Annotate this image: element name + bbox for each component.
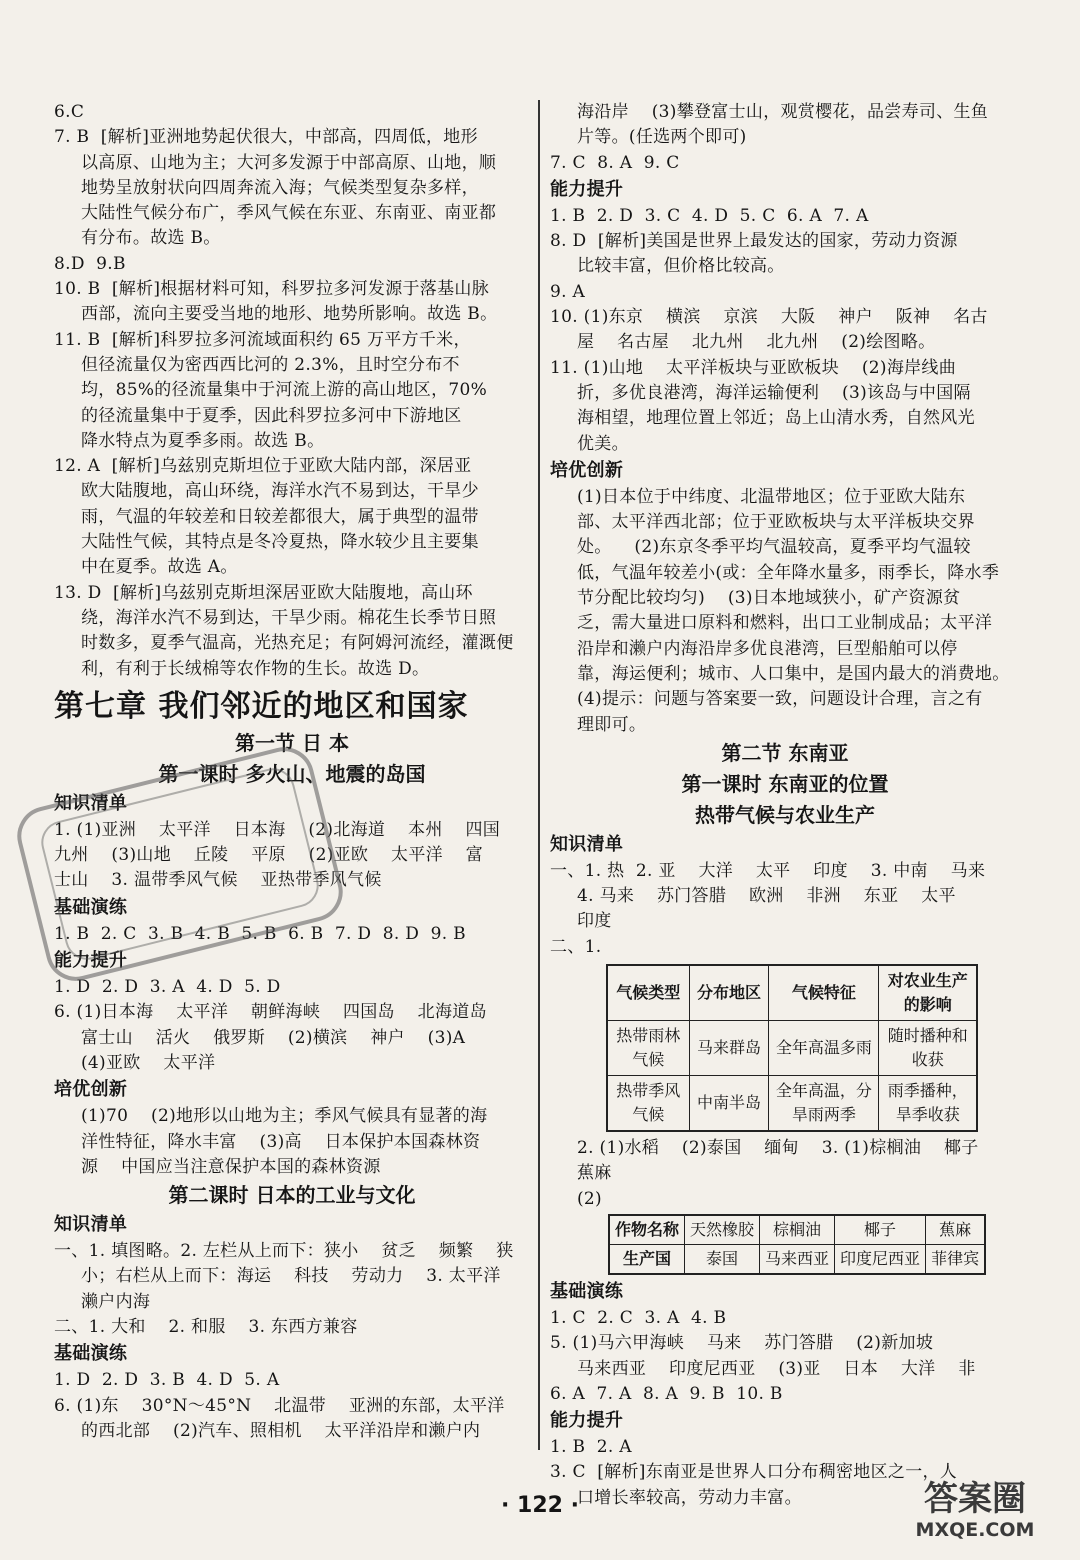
lesson-title: 第二课时 日本的工业与文化: [168, 1183, 416, 1208]
answer-line: 大陆性气候分布广，季风气候在东亚、东南亚、南亚都: [81, 203, 497, 224]
watermark-text-top: 答案圈: [924, 1479, 1026, 1519]
answer-line: 富士山 活火 俄罗斯 (2)横滨 神户 (3)A: [81, 1027, 466, 1048]
answer-line: 小；右栏从上而下：海运 科技 劳动力 3. 太平洋: [81, 1266, 501, 1287]
climate-table: [606, 964, 978, 1132]
table-cell: 随时播种和收获: [879, 1021, 977, 1076]
answer-line: 1. (1)亚洲 太平洋 日本海 (2)北海道 本州 四国: [54, 819, 501, 840]
answer-line: 口增长率较高，劳动力丰富。: [577, 1487, 802, 1508]
table-cell: 全年高温，分旱雨两季: [769, 1076, 879, 1132]
answer-line: 6. (1)日本海 太平洋 朝鲜海峡 四国岛 北海道岛: [54, 1002, 487, 1023]
chapter-title: 第七章 我们邻近的地区和国家: [54, 688, 469, 724]
answer-line: 比较丰富，但价格比较高。: [577, 256, 785, 277]
table-cell: 热带季风气候: [607, 1076, 689, 1132]
answer-line: 10. B [解析]根据材料可知，科罗拉多河发源于落基山脉: [54, 279, 490, 300]
answer-line: 10. (1)东京 横滨 京滨 大阪 神户 阪神 名古: [550, 307, 988, 328]
table-cell: 泰国: [685, 1244, 760, 1274]
answer-line: 1. B 2. D 3. C 4. D 5. C 6. A 7. A: [550, 205, 869, 226]
answer-line: 1. D 2. D 3. A 4. D 5. D: [54, 977, 281, 998]
answer-line: 有分布。故选 B。: [81, 228, 221, 249]
answer-line: 沿岸和濑户内海沿岸多优良港湾，巨型船舶可以停: [577, 638, 958, 659]
answer-line: 靠，海运便利；城市、人口集中，是国内最大的消费地。: [577, 663, 1010, 684]
answer-line: 折，多优良港湾，海洋运输便利 (3)该岛与中国隔: [577, 382, 971, 403]
answer-line: 8. D [解析]美国是世界上最发达的国家，劳动力资源: [550, 231, 958, 252]
answer-line: 8.D 9.B: [54, 253, 126, 274]
answer-line: 7. C 8. A 9. C: [550, 152, 680, 173]
answer-line: 士山 3. 温带季风气候 亚热带季风气候: [54, 870, 382, 891]
answer-line: 雨，气温的年较差和日较差都很大，属于典型的温带: [81, 506, 479, 527]
answer-line: 13. D [解析]乌兹别克斯坦深居亚欧大陆腹地，高山环: [54, 582, 473, 603]
answer-line: 一、1. 填图略。2. 左栏从上而下：狭小 贫乏 频繁 狭: [54, 1241, 514, 1262]
answer-line: (1)日本位于中纬度、北温带地区；位于亚欧大陆东: [577, 486, 966, 507]
answer-line: 1. C 2. C 3. A 4. B: [550, 1307, 727, 1328]
answer-line: 1. B 2. A: [550, 1437, 632, 1458]
answer-line: 理即可。: [577, 714, 647, 735]
answer-line: 印度: [577, 911, 612, 932]
answer-line: 部、太平洋西北部；位于亚欧板块与太平洋板块交界: [577, 512, 975, 533]
table-cell: 马来西亚: [760, 1244, 835, 1274]
section-heading: 知识清单: [550, 833, 624, 855]
answer-line: 欧大陆腹地，高山环绕，海洋水汽不易到达，干旱少: [81, 481, 479, 502]
section-heading: 知识清单: [54, 792, 128, 814]
answer-line: 海相望，地理位置上邻近；岛上山清水秀，自然风光: [577, 408, 975, 429]
answer-line: 7. B [解析]亚洲地势起伏很大，中部高，四周低，地形: [54, 127, 478, 148]
answer-line: 二、1.: [550, 936, 602, 957]
table-cell: 棕榈油: [760, 1215, 835, 1245]
answer-line: 西部，流向主要受当地的地形、地势所影响。故选 B。: [81, 304, 498, 325]
answer-line: 降水特点为夏季多雨。故选 B。: [81, 430, 325, 451]
table-cell: 中南半岛: [689, 1076, 769, 1132]
answer-line: 以高原、山地为主；大河多发源于中部高原、山地，顺: [81, 152, 497, 173]
answer-line: (1)70 (2)地形以山地为主；季风气候具有显著的海: [81, 1106, 488, 1127]
section-heading: 能力提升: [550, 1410, 624, 1432]
answer-line: 均，85%的径流量集中于河流上游的高山地区，70%: [81, 380, 488, 401]
watermark-logo: [900, 1472, 1050, 1544]
table-cell: 天然橡胶: [685, 1215, 760, 1245]
section-heading: 基础演练: [550, 1280, 624, 1302]
lesson-title: 第一课时 东南亚的位置: [681, 771, 889, 796]
lesson-title: 第二节 东南亚: [721, 740, 849, 765]
section-heading: 培优创新: [550, 459, 624, 481]
answer-line: 蕉麻: [577, 1163, 612, 1184]
table-cell: 热带雨林气候: [607, 1021, 689, 1076]
lesson-title: 热带气候与农业生产: [695, 802, 875, 827]
section-heading: 能力提升: [54, 950, 128, 972]
answer-line: 11. B [解析]科罗拉多河流域面积约 65 万平方千米，: [54, 329, 471, 350]
answer-line: 濑户内海: [81, 1291, 151, 1312]
table-header-cell: 气候类型: [607, 965, 689, 1021]
table-cell: 作物名称: [609, 1215, 685, 1245]
answer-line: 3. C [解析]东南亚是世界人口分布稠密地区之一，人: [550, 1462, 958, 1483]
answer-line: 时数多，夏季气温高，光热充足；有阿姆河流经，灌溉便: [81, 633, 514, 654]
answer-line: 6.C: [54, 102, 85, 122]
answer-line: 屋 名古屋 北九州 北九州 (2)绘图略。: [577, 332, 936, 353]
answer-line: 9. A: [550, 281, 586, 302]
table-row: [609, 1244, 985, 1274]
lesson-title: 第一课时 多火山、地震的岛国: [158, 761, 426, 786]
answer-line: 绕，海洋水汽不易到达，干旱少雨。棉花生长季节日照: [81, 607, 497, 628]
answer-line: 源 中国应当注意保护本国的森林资源: [81, 1156, 381, 1177]
table-cell: 蕉麻: [926, 1215, 986, 1245]
answer-line: 5. (1)马六甲海峡 马来 苏门答腊 (2)新加坡: [550, 1333, 934, 1354]
section-heading: 基础演练: [54, 1343, 128, 1365]
table-cell: 椰子: [835, 1215, 926, 1245]
answer-line: 地势呈放射状向四周奔流入海；气候类型复杂多样，: [81, 177, 479, 198]
answer-line: 中在夏季。故选 A。: [81, 557, 238, 578]
answer-line: 优美。: [577, 433, 629, 454]
table-cell: 生产国: [609, 1244, 685, 1274]
answer-line: 海沿岸 (3)攀登富士山，观赏樱花，品尝寿司、生鱼: [577, 102, 989, 122]
answer-line: 4. 马来 苏门答腊 欧洲 非洲 东亚 太平: [577, 886, 956, 907]
answer-line: 6. (1)东 30°N～45°N 北温带 亚洲的东部，太平洋: [54, 1395, 505, 1416]
answer-line: 1. B 2. C 3. B 4. B 5. B 6. B 7. D 8. D 9. B: [54, 923, 466, 944]
answer-line: 大陆性气候，其特点是冬冷夏热，降水较少且主要集: [81, 532, 479, 553]
answer-line: 乏，需大量进口原料和燃料，出口工业制成品；太平洋: [577, 613, 993, 634]
table-row: [609, 1215, 985, 1245]
table-header-cell: 分布地区: [689, 965, 769, 1021]
answer-line: 洋性特征，降水丰富 (3)高 日本保护本国森林资: [81, 1131, 481, 1152]
answer-line: 1. D 2. D 3. B 4. D 5. A: [54, 1370, 280, 1391]
answer-line: 低，气温年较差小(或：全年降水量多，雨季长，降水季: [577, 562, 1000, 583]
table-header-cell: 对农业生产的影响: [879, 965, 977, 1021]
answer-line: 6. A 7. A 8. A 9. B 10. B: [550, 1383, 783, 1404]
table-row: [607, 1076, 977, 1132]
section-heading: 培优创新: [54, 1079, 128, 1101]
table-cell: 印度尼西亚: [835, 1244, 926, 1274]
column-divider: [538, 100, 540, 1450]
table-row: [607, 1021, 977, 1076]
section-heading: 能力提升: [550, 178, 624, 200]
answer-line: (4)亚欧 太平洋: [81, 1052, 216, 1073]
answer-line: 利，有利于长绒棉等农作物的生长。故选 D。: [81, 658, 430, 679]
answer-line: 2. (1)水稻 (2)泰国 缅甸 3. (1)棕榈油 椰子: [577, 1138, 979, 1159]
section-heading: 基础演练: [54, 896, 128, 918]
table-header-cell: 气候特征: [769, 965, 879, 1021]
answer-line: 的西北部 (2)汽车、照相机 太平洋沿岸和濑户内: [81, 1420, 481, 1441]
answer-line: 二、1. 大和 2. 和服 3. 东西方兼容: [54, 1316, 358, 1337]
answer-line: 11. (1)山地 太平洋板块与亚欧板块 (2)海岸线曲: [550, 357, 957, 378]
right-column: [550, 100, 1020, 1511]
table-cell: 全年高温多雨: [769, 1021, 879, 1076]
answer-line: 片等。(任选两个即可): [577, 127, 747, 148]
answer-line: 马来西亚 印度尼西亚 (3)亚 日本 大洋 非: [577, 1358, 976, 1379]
answer-line: 的径流量集中于夏季，因此科罗拉多河中下游地区: [81, 405, 462, 426]
answer-line: 九州 (3)山地 丘陵 平原 (2)亚欧 太平洋 富: [54, 845, 484, 866]
page-number: · 122 ·: [501, 1493, 579, 1518]
table-cell: 雨季播种，旱季收获: [879, 1076, 977, 1132]
answer-line: (2): [577, 1188, 602, 1209]
table-cell: 菲律宾: [926, 1244, 986, 1274]
table-header-row: [607, 965, 977, 1021]
section-heading: 知识清单: [54, 1214, 128, 1236]
answer-line: 12. A [解析]乌兹别克斯坦位于亚欧大陆内部，深居亚: [54, 456, 472, 477]
table-cell: 马来群岛: [689, 1021, 769, 1076]
answer-line: 一、1. 热 2. 亚 大洋 太平 印度 3. 中南 马来: [550, 860, 986, 881]
answer-line: 但径流量仅为密西西比河的 2.3%，且时空分布不: [81, 354, 460, 375]
watermark-text-bottom: MXQE.COM: [915, 1519, 1035, 1541]
lesson-title: 第一节 日 本: [235, 730, 349, 755]
answer-line: 节分配比较均匀) (3)日本地域狭小，矿产资源贫: [577, 588, 961, 609]
answer-line: 处。 (2)东京冬季平均气温较高，夏季平均气温较: [577, 537, 971, 558]
crop-table: [608, 1214, 986, 1275]
answer-line: (4)提示：问题与答案要一致，问题设计合理，言之有: [577, 689, 983, 710]
